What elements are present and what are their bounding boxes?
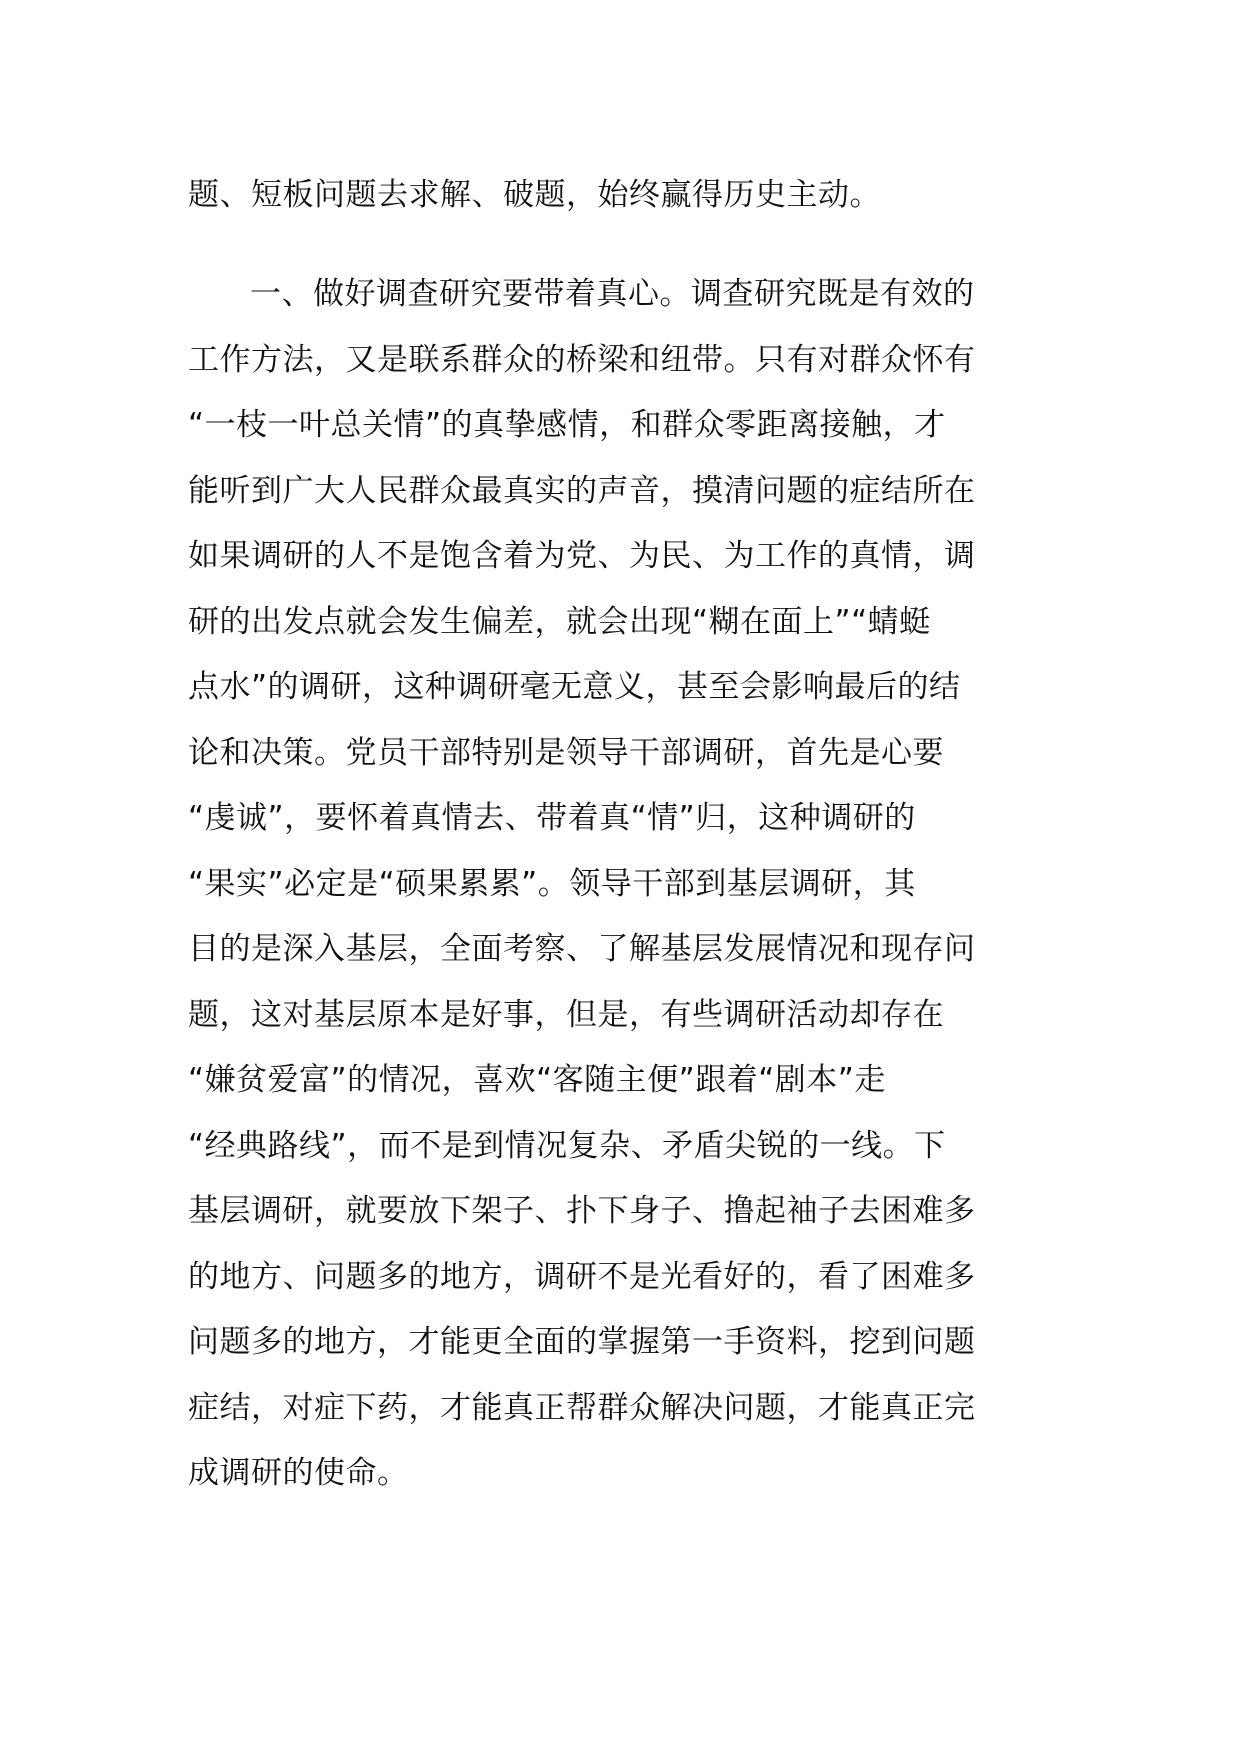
continuation-paragraph [188,163,1058,229]
paragraph-line: 研的出发点就会发生偏差，就会出现“糊在面上”“蜻蜓 [188,603,931,640]
paragraph-line: 一、做好调查研究要带着真心。调查研究既是有效的 [250,276,975,312]
paragraph-line: 目的是深入基层，全面考察、了解基层发展情况和现存问 [188,931,976,967]
paragraph-line: 基层调研，就要放下架子、扑下身子、撸起袖子去困难多 [188,1193,976,1229]
paragraph-line: “一枝一叶总关情”的真挚感情，和群众零距离接触，才 [188,407,946,443]
paragraph-line: 点水”的调研，这种调研毫无意义，甚至会影响最后的结 [188,669,961,705]
paragraph-line: 的地方、问题多的地方，调研不是光看好的，看了困难多 [188,1258,976,1295]
paragraph-line: 症结，对症下药，才能真正帮群众解决问题，才能真正完 [188,1389,976,1426]
paragraph-line: 成调研的使命。 [188,1455,409,1491]
paragraph-line: 如果调研的人不是饱含着为党、为民、为工作的真情，调 [188,538,976,574]
paragraph-line: 问题多的地方，才能更全面的掌握第一手资料，挖到问题 [188,1324,976,1360]
paragraph-line: 题，这对基层原本是好事，但是，有些调研活动却存在 [188,996,944,1033]
paragraph-line: “虔诚”，要怀着真情去、带着真“情”归，这种调研的 [188,800,916,836]
paragraph-line: “果实”必定是“硕果累累”。领导干部到基层调研，其 [188,865,916,902]
section-one-paragraph [188,262,1058,1507]
paragraph-line: 工作方法，又是联系群众的桥梁和纽带。只有对群众怀有 [188,341,976,378]
paragraph-line: “嫌贫爱富”的情况，喜欢“客随主便”跟着“剧本”走 [188,1062,886,1098]
paragraph-line: 论和决策。党员干部特别是领导干部调研，首先是心要 [188,734,944,771]
paragraph-line: “经典路线”，而不是到情况复杂、矛盾尖锐的一线。下 [188,1127,946,1164]
paragraph-line: 能听到广大人民群众最真实的声音，摸清问题的症结所在 [188,472,976,509]
paragraph-line: 题、短板问题去求解、破题，始终赢得历史主动。 [188,177,881,213]
